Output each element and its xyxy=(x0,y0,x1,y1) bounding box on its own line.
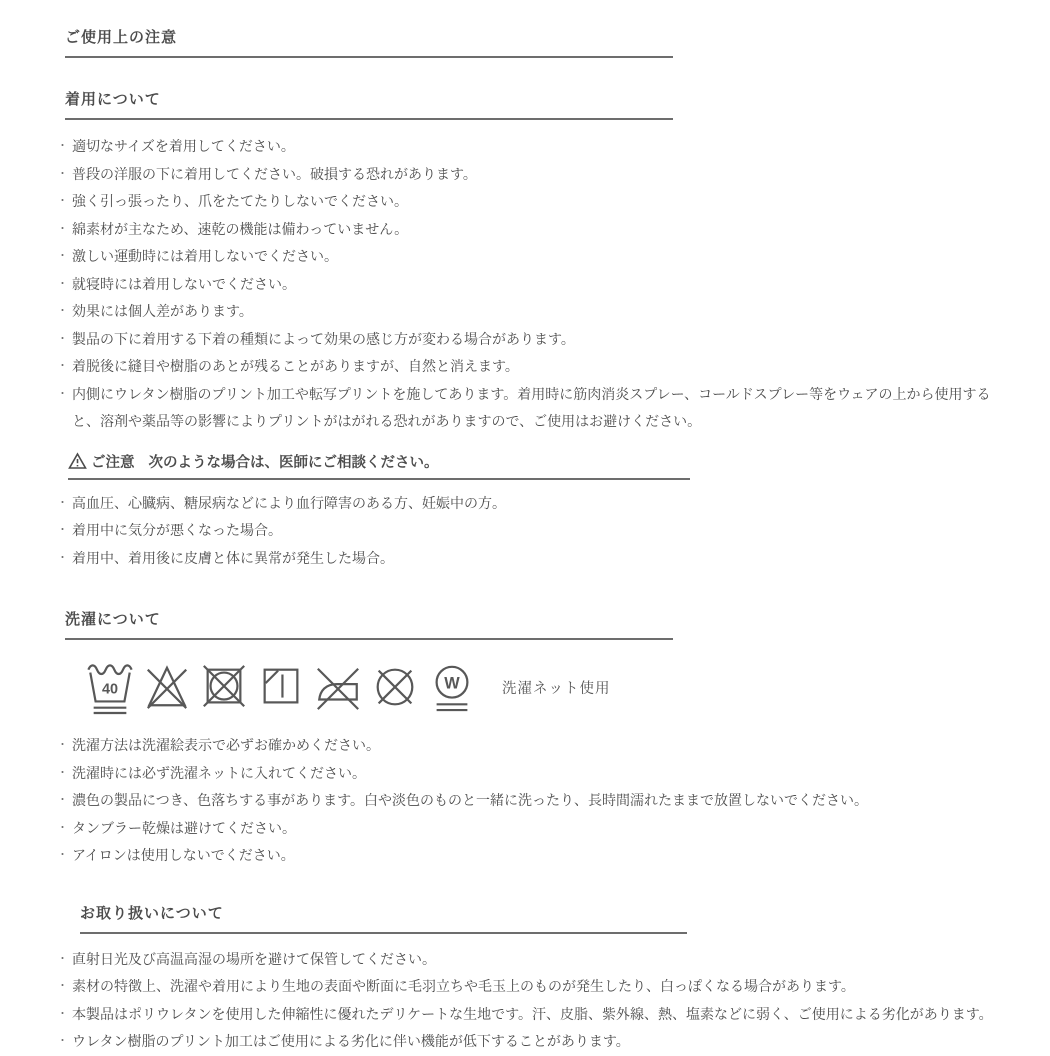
bullet-icon: ・ xyxy=(57,496,68,509)
caution-notes-list xyxy=(57,490,1008,573)
note-text: 着脱後に縫目や樹脂のあとが残ることがありますが、自然と消えます。 xyxy=(72,358,519,374)
no-bleach-icon xyxy=(142,657,192,717)
page-title: ご使用上の注意 xyxy=(65,26,673,58)
bullet-icon: ・ xyxy=(57,1007,68,1020)
list-item xyxy=(57,216,1008,244)
caution-text: 次のような場合は、医師にご相談ください。 xyxy=(148,454,439,471)
bullet-icon: ・ xyxy=(57,794,68,806)
note-text: 強く引っ張ったり、爪をたてたりしないでください。 xyxy=(72,193,408,209)
note-text: 効果には個人差があります。 xyxy=(72,303,253,319)
list-item xyxy=(57,381,1008,436)
list-item xyxy=(57,760,1008,788)
bullet-icon: ・ xyxy=(57,1035,68,1047)
list-item xyxy=(57,545,1008,573)
note-text: 就寝時には着用しないでください。 xyxy=(72,275,296,292)
list-item xyxy=(57,161,1008,189)
note-text: 適切なサイズを着用してください。 xyxy=(72,138,295,154)
note-text: アイロンは使用しないでください。 xyxy=(72,847,295,863)
bullet-icon: ・ xyxy=(57,739,68,751)
bullet-icon: ・ xyxy=(57,821,68,834)
list-item xyxy=(57,188,1008,216)
wear-section-heading: 着用について xyxy=(65,88,673,120)
note-text: 高血圧、心臓病、糖尿病などにより血行障害のある方、妊娠中の方。 xyxy=(72,494,506,511)
note-text: 本製品はポリウレタンを使用した伸縮性に優れたデリケートな生地です。汗、皮脂、紫外線、熱、塩素などに弱く、ご使用による劣化があります。 xyxy=(72,1005,993,1022)
handling-section-heading: お取り扱いについて xyxy=(80,902,687,934)
warning-triangle-icon xyxy=(68,452,87,470)
list-item xyxy=(57,1028,1008,1056)
note-text: 内側にウレタン樹脂のプリント加工や転写プリントを施してあります。着用時に筋肉消炎スプレー、コールドスプレー等をウェアの上から使用すると、溶剤や薬品等の影響によりプリントがはがれる恐れがありますので、ご使用はお避けください。 xyxy=(72,385,991,429)
bullet-icon: ・ xyxy=(57,167,68,180)
list-item xyxy=(57,946,1008,974)
caution-label: ご注意 xyxy=(91,454,135,471)
wet-clean-letter: W xyxy=(444,674,460,693)
note-text: 洗濯時には必ず洗濯ネットに入れてください。 xyxy=(72,764,366,781)
wash-40-gentle-icon xyxy=(85,657,135,717)
note-text: 素材の特徴上、洗濯や着用により生地の表面や断面に毛羽立ちや毛玉上のものが発生したり、白っぽくなる場合があります。 xyxy=(72,978,855,994)
shade-line-dry-icon xyxy=(256,657,306,717)
bullet-icon: ・ xyxy=(57,332,68,345)
no-tumble-dry-icon xyxy=(199,657,249,717)
bullet-icon: ・ xyxy=(57,250,68,262)
note-text: 製品の下に着用する下着の種類によって効果の感じ方が変わる場合があります。 xyxy=(72,330,575,347)
bullet-icon: ・ xyxy=(57,305,68,317)
note-text: 激しい運動時には着用しないでください。 xyxy=(72,248,338,264)
handling-notes-list xyxy=(57,946,1008,1056)
list-item xyxy=(57,353,1008,381)
note-text: タンブラー乾燥は避けてください。 xyxy=(72,819,296,836)
note-text: 綿素材が主なため、速乾の機能は備わっていません。 xyxy=(72,220,409,237)
bullet-icon: ・ xyxy=(57,849,68,861)
bullet-icon: ・ xyxy=(57,980,68,992)
no-iron-icon xyxy=(313,657,363,717)
list-item xyxy=(57,243,1008,271)
bullet-icon: ・ xyxy=(57,140,68,152)
list-item xyxy=(57,973,1008,1001)
list-item xyxy=(57,732,1008,760)
bullet-icon: ・ xyxy=(57,360,68,372)
wash-section-heading: 洗濯について xyxy=(65,608,673,640)
wet-clean-very-gentle-icon xyxy=(427,657,477,717)
bullet-icon: ・ xyxy=(57,222,68,235)
note-text: 洗濯方法は洗濯絵表示で必ずお確かめください。 xyxy=(72,737,380,753)
list-item xyxy=(57,842,1008,870)
laundry-net-caption: 洗濯ネット使用 xyxy=(502,680,611,697)
bullet-icon: ・ xyxy=(57,952,68,965)
note-text: ウレタン樹脂のプリント加工はご使用による劣化に伴い機能が低下することがあります。 xyxy=(72,1033,630,1049)
note-text: 直射日光及び高温高湿の場所を避けて保管してください。 xyxy=(72,950,436,967)
list-item xyxy=(57,787,1008,815)
wash-temp-label: 40 xyxy=(101,681,119,698)
bullet-icon: ・ xyxy=(57,524,68,536)
bullet-icon: ・ xyxy=(57,551,68,564)
caution-heading xyxy=(68,451,690,480)
list-item xyxy=(57,133,1008,161)
bullet-icon: ・ xyxy=(57,277,68,290)
laundry-symbols-row xyxy=(85,657,1008,717)
list-item xyxy=(57,271,1008,299)
list-item xyxy=(57,517,1008,545)
note-text: 普段の洋服の下に着用してください。破損する恐れがあります。 xyxy=(72,165,477,182)
wear-notes-list xyxy=(57,133,1008,436)
bullet-icon: ・ xyxy=(57,766,68,779)
bullet-icon: ・ xyxy=(57,195,68,207)
note-text: 着用中に気分が悪くなった場合。 xyxy=(72,522,282,538)
note-text: 着用中、着用後に皮膚と体に異常が発生した場合。 xyxy=(72,549,394,566)
list-item xyxy=(57,490,1008,518)
no-dry-clean-icon xyxy=(370,657,420,717)
bullet-icon: ・ xyxy=(57,387,68,400)
list-item xyxy=(57,815,1008,843)
wash-notes-list xyxy=(57,732,1008,870)
list-item xyxy=(57,298,1008,326)
list-item xyxy=(57,326,1008,354)
note-text: 濃色の製品につき、色落ちする事があります。白や淡色のものと一緒に洗ったり、長時間濡れたままで放置しないでください。 xyxy=(72,792,869,808)
list-item xyxy=(57,1001,1008,1029)
